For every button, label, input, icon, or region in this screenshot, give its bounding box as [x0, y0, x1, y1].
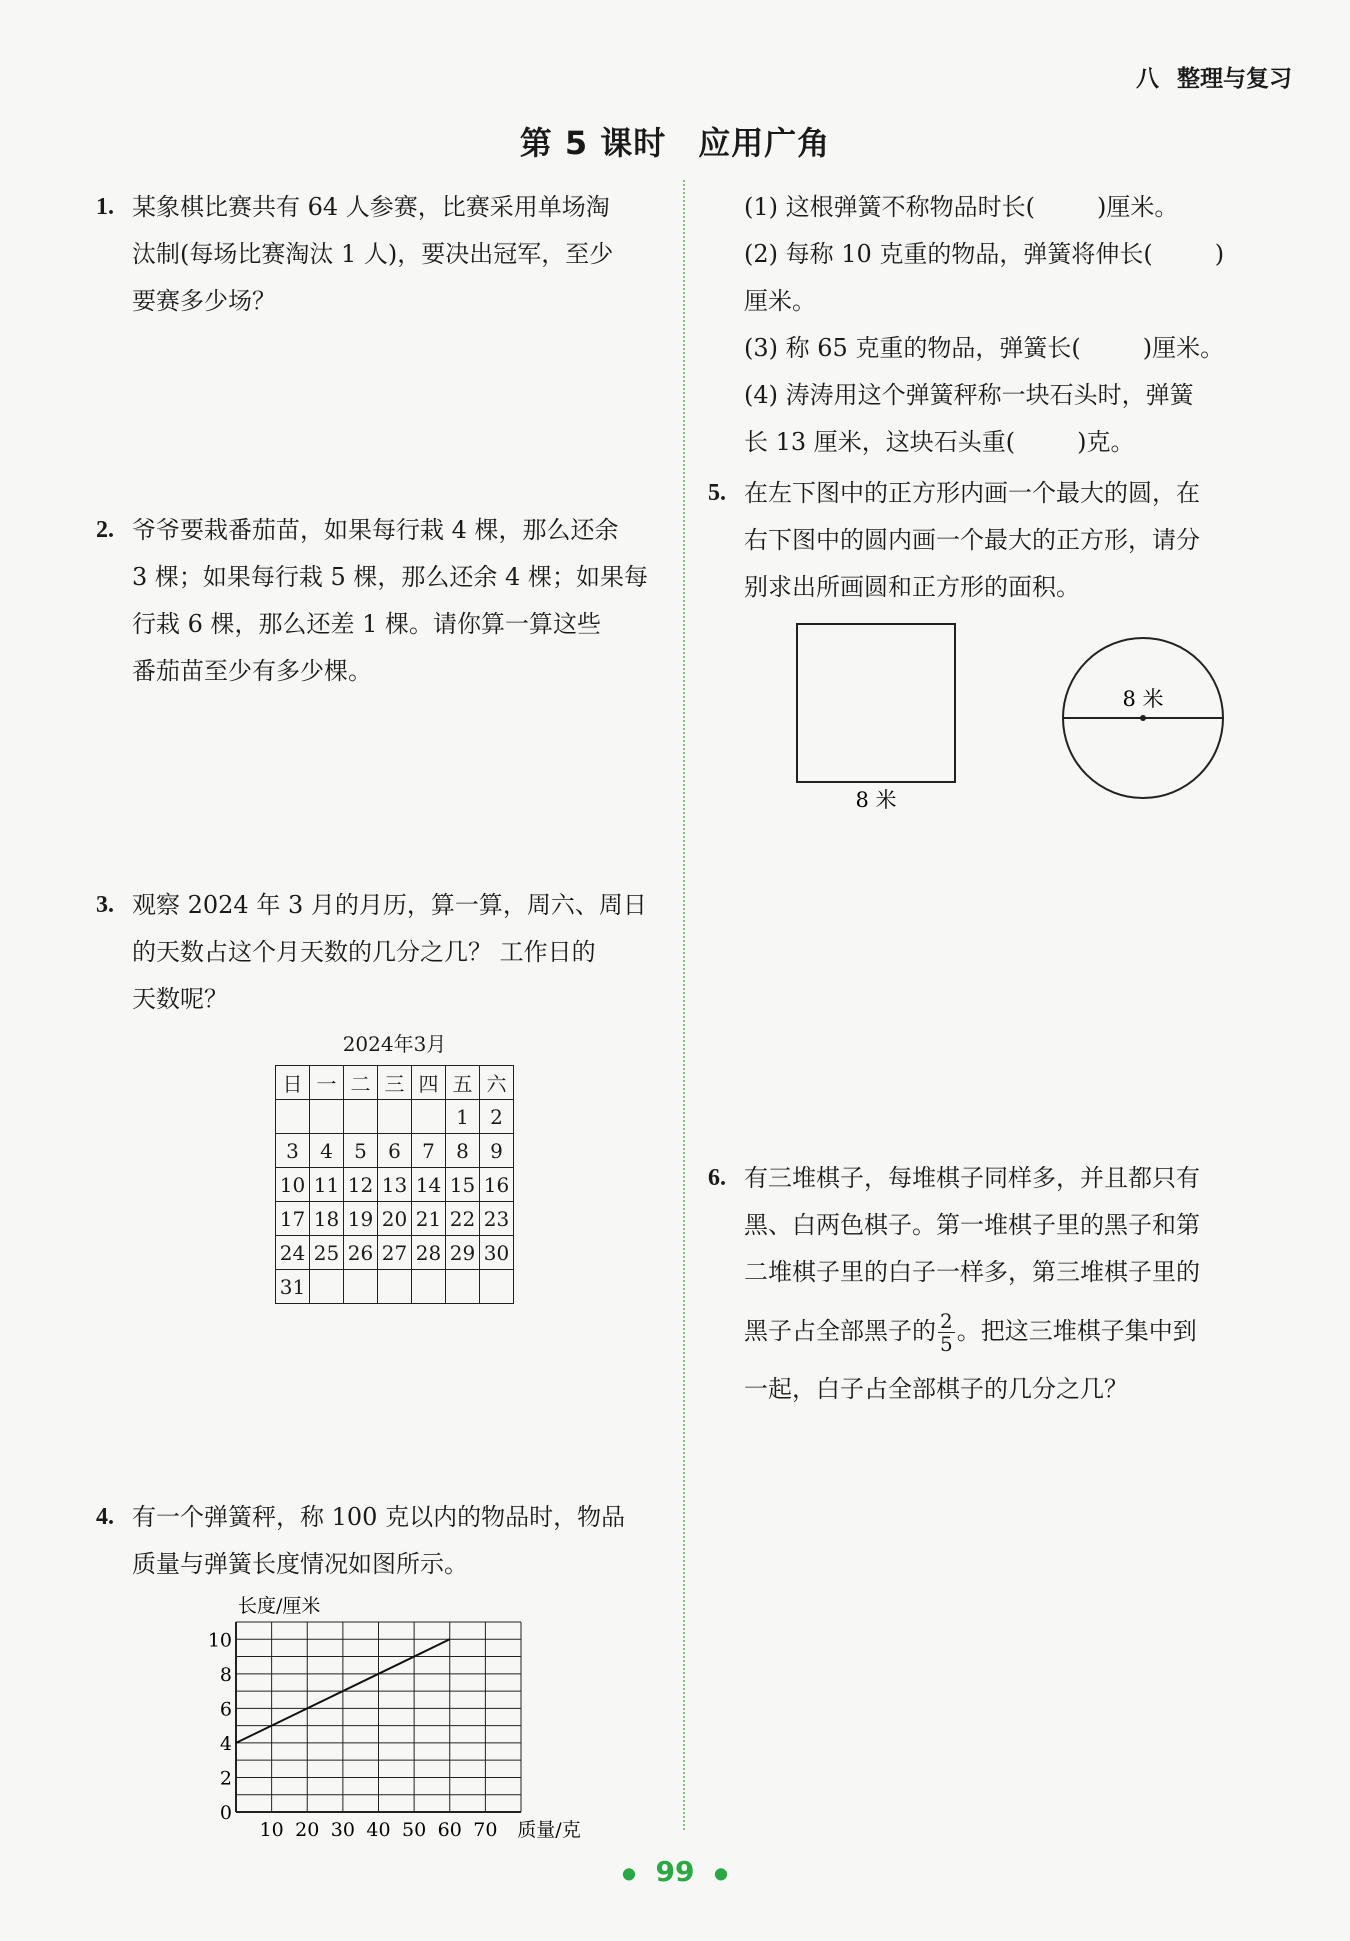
question-number: 6.: [708, 1165, 726, 1191]
calendar-day-cell: 17: [276, 1202, 310, 1236]
question-2: [96, 507, 668, 695]
question-text-line: 右下图中的圆内画一个最大的正方形，请分: [744, 526, 1200, 554]
page-number: ● 99 ●: [622, 1855, 728, 1888]
square-shape: [797, 624, 955, 782]
calendar-day-cell: [310, 1270, 344, 1304]
question-text-line: 的天数占这个月天数的几分之几？ 工作日的: [132, 938, 596, 966]
x-tick-label: 20: [295, 1819, 320, 1841]
calendar-day-cell: 22: [446, 1202, 480, 1236]
calendar-day-cell: [310, 1100, 344, 1134]
calendar-day-cell: 30: [480, 1236, 514, 1270]
question-number: 5.: [708, 480, 726, 506]
spring-chart: [200, 1588, 620, 1850]
question-text-line: 一起，白子占全部棋子的几分之几？: [744, 1375, 1128, 1403]
calendar-day-cell: [412, 1100, 446, 1134]
question-text-line: 在左下图中的正方形内画一个最大的圆，在: [744, 479, 1200, 507]
calendar-day-cell: 15: [446, 1168, 480, 1202]
question-text-line: 某象棋比赛共有 64 人参赛，比赛采用单场淘: [132, 193, 610, 221]
question-text-line: 天数呢？: [132, 985, 228, 1013]
sub-question-1: (1) 这根弹簧不称物品时长( )厘米。: [744, 193, 1179, 221]
question-6: [708, 1155, 1284, 1413]
y-tick-label: 4: [219, 1732, 232, 1755]
y-axis-label: 长度/厘米: [238, 1595, 321, 1617]
calendar-day-cell: 23: [480, 1202, 514, 1236]
shapes-figure: [790, 620, 1250, 820]
calendar-day-cell: 29: [446, 1236, 480, 1270]
chapter-number: 八: [1136, 66, 1159, 92]
calendar-day-cell: [446, 1270, 480, 1304]
question-4: [96, 1494, 668, 1588]
question-4-parts: [744, 184, 1284, 466]
y-tick-label: 6: [219, 1698, 232, 1721]
calendar-day-cell: [480, 1270, 514, 1304]
calendar-day-cell: 6: [378, 1134, 412, 1168]
x-tick-label: 30: [330, 1819, 355, 1841]
lesson-label: 第 5 课时: [519, 124, 667, 162]
calendar-day-cell: 28: [412, 1236, 446, 1270]
calendar-day-cell: 10: [276, 1168, 310, 1202]
calendar-day-cell: [378, 1100, 412, 1134]
sub-question-2: (2) 每称 10 克重的物品，弹簧将伸长( ): [744, 240, 1225, 268]
question-1: [96, 184, 668, 325]
question-5: [708, 470, 1284, 611]
sub-question-2-cont: 厘米。: [744, 287, 816, 315]
weekday-cell: 三: [378, 1066, 412, 1100]
calendar-day-cell: [276, 1100, 310, 1134]
weekday-cell: 二: [344, 1066, 378, 1100]
calendar-day-cell: 16: [480, 1168, 514, 1202]
calendar-day-cell: 11: [310, 1168, 344, 1202]
x-tick-label: 40: [366, 1819, 391, 1841]
calendar-day-cell: 19: [344, 1202, 378, 1236]
calendar-table: [275, 1065, 514, 1304]
sub-question-3: (3) 称 65 克重的物品，弹簧长( )厘米。: [744, 334, 1225, 362]
calendar-day-cell: 3: [276, 1134, 310, 1168]
question-text-line: 二堆棋子里的白子一样多，第三堆棋子里的: [744, 1258, 1200, 1286]
question-text-line: 黑子占全部黑子的 $\frac{2}{5}$ 。把这三堆棋子集中到: [744, 1309, 1197, 1356]
calendar-day-cell: 4: [310, 1134, 344, 1168]
calendar-day-cell: 13: [378, 1168, 412, 1202]
question-text-line: 3 棵；如果每行栽 5 棵，那么还余 4 棵；如果每: [132, 563, 648, 591]
y-tick-label: 0: [219, 1802, 232, 1824]
column-divider: [683, 180, 685, 1830]
question-text-line: 番茄苗至少有多少棵。: [132, 657, 372, 685]
weekday-cell: 四: [412, 1066, 446, 1100]
calendar-week-row: [276, 1100, 514, 1134]
fraction: $\frac{2}{5}$: [940, 1309, 953, 1356]
chapter-header: [1136, 60, 1292, 93]
circle-diameter-label: 8 米: [1122, 687, 1164, 711]
x-tick-label: 60: [437, 1819, 462, 1841]
calendar-day-cell: 24: [276, 1236, 310, 1270]
calendar-day-cell: [344, 1100, 378, 1134]
calendar-day-cell: 2: [480, 1100, 514, 1134]
x-tick-label: 10: [259, 1819, 284, 1841]
question-text-line: 爷爷要栽番茄苗，如果每行栽 4 棵，那么还余: [132, 516, 619, 544]
calendar-title: 2024年3月: [342, 1032, 447, 1056]
calendar-week-row: [276, 1236, 514, 1270]
calendar-day-cell: [412, 1270, 446, 1304]
chapter-title: 整理与复习: [1177, 66, 1292, 92]
y-tick-label: 2: [219, 1767, 232, 1790]
x-axis-label: 质量/克: [517, 1819, 581, 1841]
question-text-line: 质量与弹簧长度情况如图所示。: [132, 1550, 468, 1578]
y-tick-label: 10: [207, 1629, 232, 1652]
sub-question-4: (4) 涛涛用这个弹簧秤称一块石头时，弹簧: [744, 381, 1194, 409]
calendar-day-cell: 1: [446, 1100, 480, 1134]
calendar-day-cell: 26: [344, 1236, 378, 1270]
calendar-week-row: [276, 1134, 514, 1168]
question-number: 3.: [96, 892, 114, 918]
calendar-week-row: [276, 1270, 514, 1304]
question-text-line: 别求出所画圆和正方形的面积。: [744, 573, 1080, 601]
calendar-week-row: [276, 1168, 514, 1202]
calendar-day-cell: 12: [344, 1168, 378, 1202]
calendar-day-cell: [344, 1270, 378, 1304]
calendar-day-cell: 25: [310, 1236, 344, 1270]
calendar-day-cell: 20: [378, 1202, 412, 1236]
page-title: [0, 118, 1350, 164]
weekday-cell: 一: [310, 1066, 344, 1100]
question-text-line: 行栽 6 棵，那么还差 1 棵。请你算一算这些: [132, 610, 602, 638]
calendar-day-cell: 7: [412, 1134, 446, 1168]
question-text-line: 有一个弹簧秤，称 100 克以内的物品时，物品: [132, 1503, 626, 1531]
question-text-line: 要赛多少场？: [132, 287, 276, 315]
x-tick-label: 50: [402, 1819, 427, 1841]
calendar-day-cell: 5: [344, 1134, 378, 1168]
y-tick-label: 8: [219, 1663, 232, 1686]
question-number: 2.: [96, 517, 114, 543]
circle-center: [1140, 715, 1146, 721]
weekday-cell: 六: [480, 1066, 514, 1100]
square-side-label: 8 米: [855, 788, 897, 812]
calendar-day-cell: 31: [276, 1270, 310, 1304]
calendar-day-cell: 27: [378, 1236, 412, 1270]
weekday-cell: 日: [276, 1066, 310, 1100]
calendar-day-cell: 9: [480, 1134, 514, 1168]
calendar-day-cell: [378, 1270, 412, 1304]
calendar-day-cell: 14: [412, 1168, 446, 1202]
calendar-day-cell: 18: [310, 1202, 344, 1236]
question-number: 1.: [96, 194, 114, 220]
x-tick-label: 70: [473, 1819, 498, 1841]
question-text-line: 黑、白两色棋子。第一堆棋子里的黑子和第: [744, 1211, 1200, 1239]
calendar-day-cell: 8: [446, 1134, 480, 1168]
calendar-header-row: [276, 1066, 514, 1100]
weekday-cell: 五: [446, 1066, 480, 1100]
question-number: 4.: [96, 1504, 114, 1530]
calendar: [275, 1028, 514, 1304]
calendar-week-row: [276, 1202, 514, 1236]
question-text-line: 观察 2024 年 3 月的月历，算一算，周六、周日: [132, 891, 647, 919]
calendar-day-cell: 21: [412, 1202, 446, 1236]
question-text-line: 有三堆棋子，每堆棋子同样多，并且都只有: [744, 1164, 1200, 1192]
sub-question-4-cont: 长 13 厘米，这块石头重( )克。: [744, 428, 1135, 456]
question-text-line: 汰制(每场比赛淘汰 1 人)，要决出冠军，至少: [132, 240, 614, 268]
lesson-topic: 应用广角: [698, 124, 831, 162]
question-3: [96, 882, 668, 1023]
